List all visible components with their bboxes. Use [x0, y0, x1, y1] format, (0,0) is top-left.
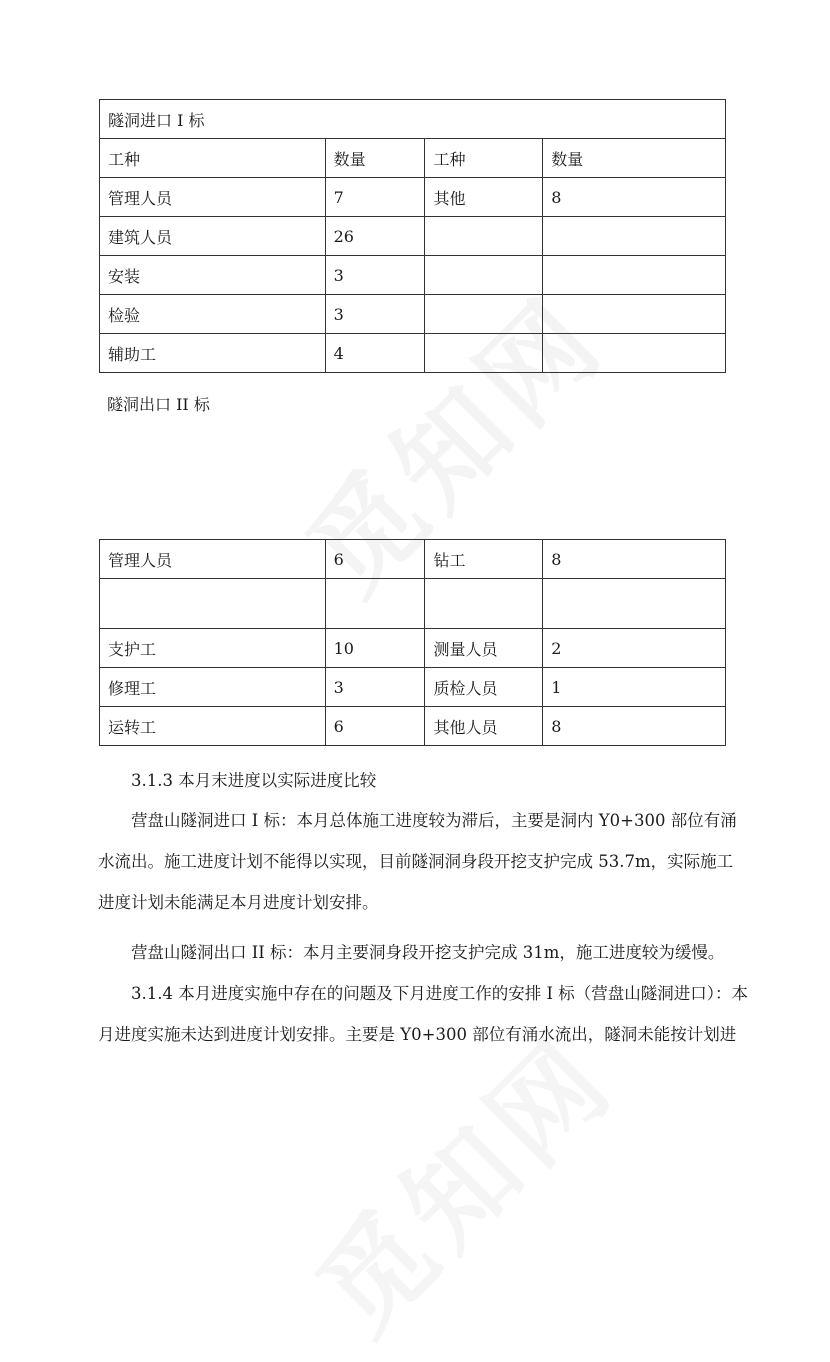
- table-cell: 3: [325, 256, 425, 295]
- table-cell: 支护工: [100, 629, 326, 668]
- table-cell: 8: [543, 707, 726, 746]
- table-cell: 7: [325, 178, 425, 217]
- table-cell: [543, 256, 726, 295]
- table-cell: 运转工: [100, 707, 326, 746]
- table-header-row: [100, 139, 726, 178]
- table-cell: [543, 334, 726, 373]
- header-cell: 工种: [425, 139, 543, 178]
- table-row: [100, 295, 726, 334]
- table-row: [100, 629, 726, 668]
- staffing-table-exit: [99, 539, 726, 746]
- table-row: [100, 217, 726, 256]
- table-cell: 8: [543, 178, 726, 217]
- table-cell: [325, 579, 425, 629]
- table-row: [100, 540, 726, 579]
- table-cell: [425, 256, 543, 295]
- table-cell: [100, 579, 326, 629]
- table-cell: 8: [543, 540, 726, 579]
- table-cell: [425, 579, 543, 629]
- table-cell: [425, 334, 543, 373]
- table-row: [100, 707, 726, 746]
- section-heading-3-1-4: 3.1.4 本月进度实施中存在的问题及下月进度工作的安排 I 标（营盘山隧洞进口）：本月进度实施未达到进度计划安排。主要是 Y0+300 部位有涌水流出，隧洞未能按计划进: [98, 984, 748, 1044]
- table-cell: 10: [325, 629, 425, 668]
- paragraph-exit-status: 营盘山隧洞出口 II 标：本月主要洞身段开挖支护完成 31m，施工进度较为缓慢。: [131, 943, 725, 962]
- header-cell: 数量: [543, 139, 726, 178]
- table-cell: 26: [325, 217, 425, 256]
- table-cell: 3: [325, 668, 425, 707]
- header-cell: 数量: [325, 139, 425, 178]
- table-cell: [543, 217, 726, 256]
- table-cell: [425, 295, 543, 334]
- header-cell: 工种: [100, 139, 326, 178]
- table-cell: 2: [543, 629, 726, 668]
- table-cell: 1: [543, 668, 726, 707]
- table-cell: 其他: [425, 178, 543, 217]
- table-cell: 测量人员: [425, 629, 543, 668]
- table-title: 隧洞进口 I 标: [100, 100, 726, 139]
- table-row: [100, 256, 726, 295]
- table-cell: [543, 295, 726, 334]
- table-cell: 管理人员: [100, 540, 326, 579]
- table-row: [100, 579, 726, 629]
- table-caption: 隧洞出口 II 标: [107, 395, 210, 414]
- table-row: [100, 668, 726, 707]
- table-title-row: [100, 100, 726, 139]
- table-cell: 钻工: [425, 540, 543, 579]
- table-row: [100, 334, 726, 373]
- table-cell: 建筑人员: [100, 217, 326, 256]
- paragraph-entry-status: 营盘山隧洞进口 I 标：本月总体施工进度较为滞后，主要是洞内 Y0+300 部位有涌水流出。施工进度计划不能得以实现，目前隧洞洞身段开挖支护完成 53.7m，实际施工进度计划未能满足本月进度计划安排。: [98, 811, 737, 912]
- table-cell: 修理工: [100, 668, 326, 707]
- table-cell: 辅助工: [100, 334, 326, 373]
- table-cell: 3: [325, 295, 425, 334]
- table-cell: 安装: [100, 256, 326, 295]
- staffing-table-entry: [99, 99, 726, 373]
- table-cell: 检验: [100, 295, 326, 334]
- section-heading-3-1-3: 3.1.3 本月末进度以实际进度比较: [131, 771, 377, 790]
- table-cell: 其他人员: [425, 707, 543, 746]
- table-cell: [543, 579, 726, 629]
- table-cell: 6: [325, 707, 425, 746]
- table-cell: 管理人员: [100, 178, 326, 217]
- table-row: [100, 178, 726, 217]
- table-cell: 质检人员: [425, 668, 543, 707]
- table-cell: 6: [325, 540, 425, 579]
- table-cell: 4: [325, 334, 425, 373]
- table-cell: [425, 217, 543, 256]
